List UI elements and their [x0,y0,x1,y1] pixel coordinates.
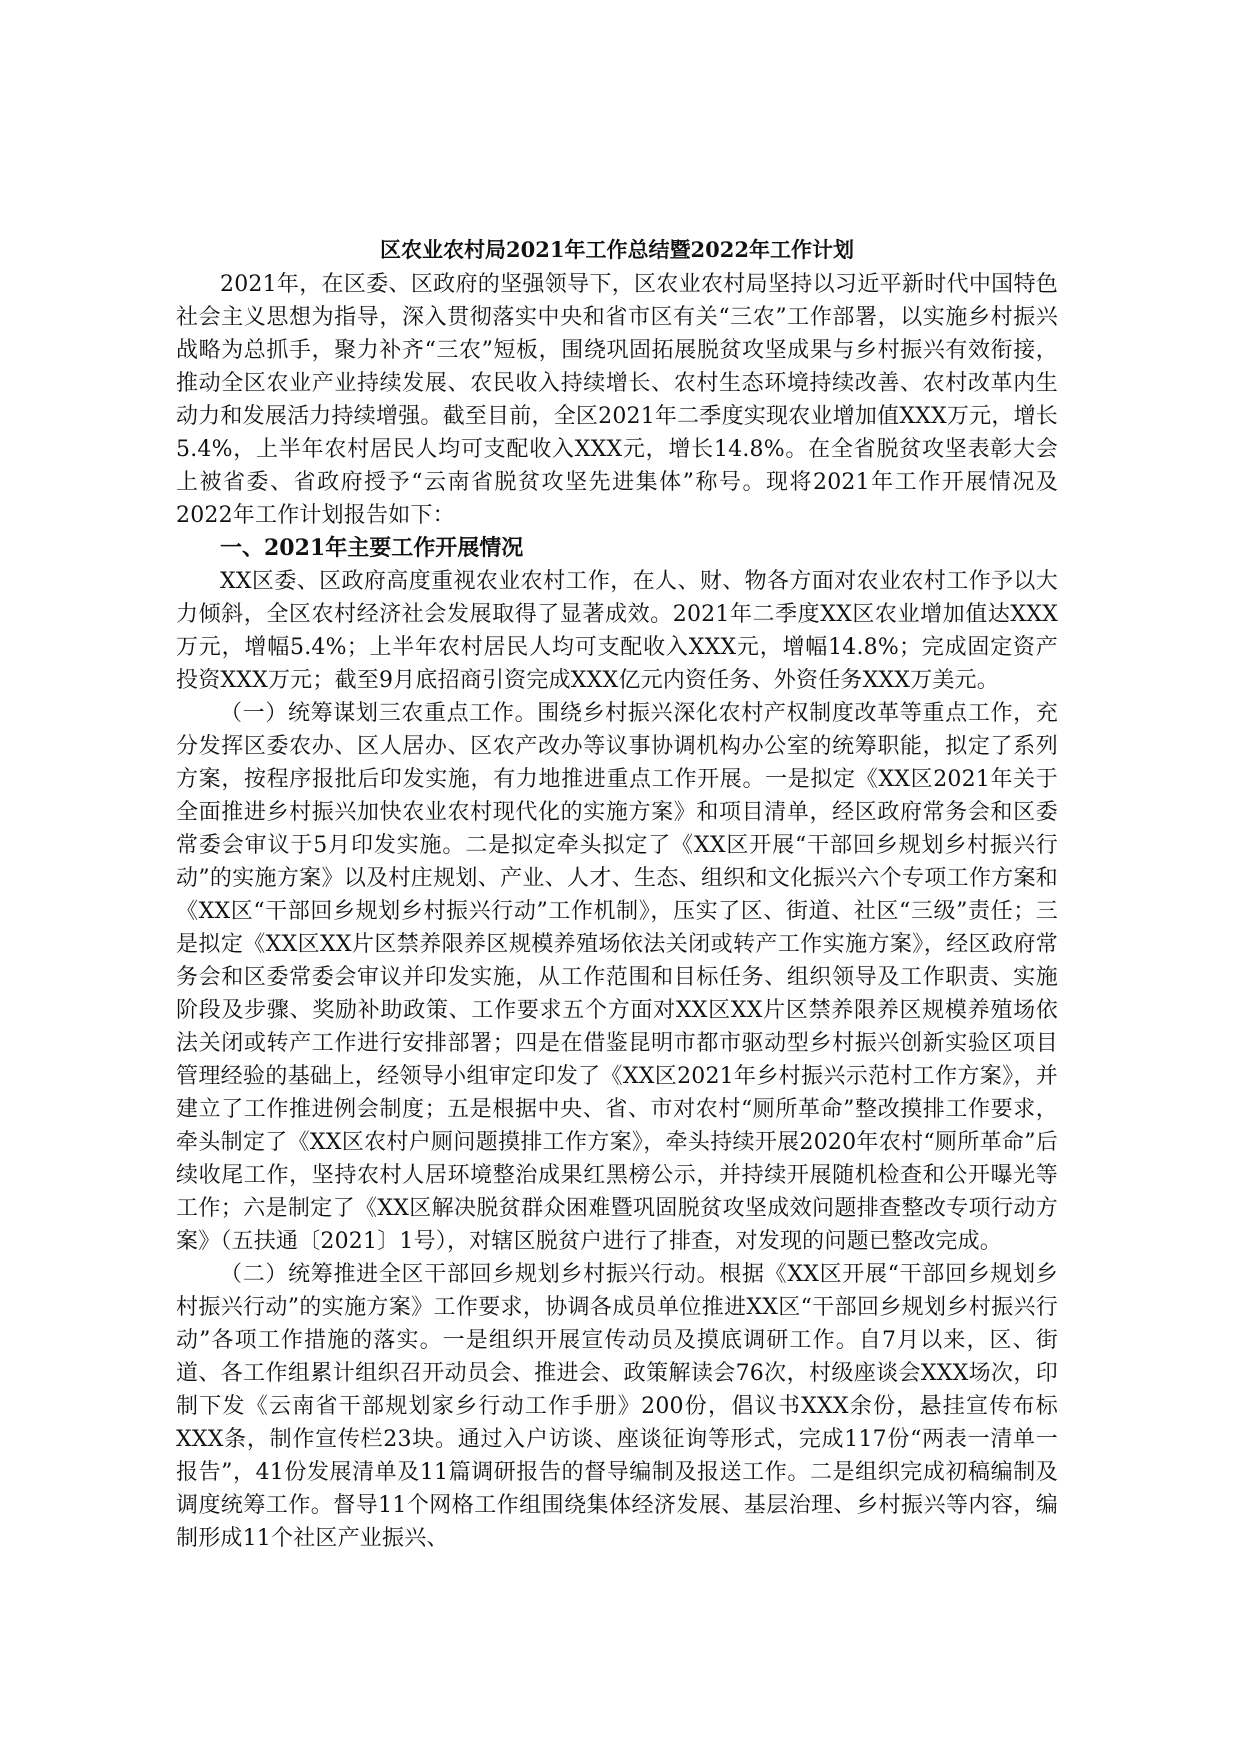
document-title: 区农业农村局2021年工作总结暨2022年工作计划 [380,237,854,262]
section-intro-paragraph: XX区委、区政府高度重视农业农村工作，在人、财、物各方面对农业农村工作予以大力倾斜，全区农村经济社会发展取得了显著成效。2021年二季度XX区农业增加值达XXX万元，增幅5.4%；上半年农村居民人均可支配收入XXX元，增幅14.8%；完成固定资产投资XXX万元；截至9月底招商引资完成XXX亿元内资任务、外资任务XXX万美元。 [176,569,1058,693]
intro-paragraph: 2021年，在区委、区政府的坚强领导下，区农业农村局坚持以习近平新时代中国特色社会主义思想为指导，深入贯彻落实中央和省市区有关“三农”工作部署，以实施乡村振兴战略为总抓手，聚力补齐“三农”短板，围绕巩固拓展脱贫攻坚成果与乡村振兴有效衔接，推动全区农业产业持续发展、农民收入持续增长、农村生态环境持续改善、农村改革内生动力和发展活力持续增强。截至目前，全区2021年二季度实现农业增加值XXX万元，增长5.4%，上半年农村居民人均可支配收入XXX元，增长14.8%。在全省脱贫攻坚表彰大会上被省委、省政府授予“云南省脱贫攻坚先进集体”称号。现将2021年工作开展情况及2022年工作计划报告如下： [176,272,1058,528]
item-1-paragraph: （一）统筹谋划三农重点工作。围绕乡村振兴深化农村产权制度改革等重点工作，充分发挥区委农办、区人居办、区农产改办等议事协调机构办公室的统筹职能，拟定了系列方案，按程序报批后印发实施，有力地推进重点工作开展。一是拟定《XX区2021年关于全面推进乡村振兴加快农业农村现代化的实施方案》和项目清单，经区政府常务会和区委常委会审议于5月印发实施。二是拟定牵头拟定了《XX区开展“干部回乡规划乡村振兴行动”的实施方案》以及村庄规划、产业、人才、生态、组织和文化振兴六个专项工作方案和《XX区“干部回乡规划乡村振兴行动”工作机制》，压实了区、街道、社区“三级”责任；三是拟定《XX区XX片区禁养限养区规模养殖场依法关闭或转产工作实施方案》，经区政府常务会和区委常委会审议并印发实施，从工作范围和目标任务、组织领导及工作职责、实施阶段及步骤、奖励补助政策、工作要求五个方面对XX区XX片区禁养限养区规模养殖场依法关闭或转产工作进行安排部署；四是在借鉴昆明市都市驱动型乡村振兴创新实验区项目管理经验的基础上，经领导小组审定印发了《XX区2021年乡村振兴示范村工作方案》，并建立了工作推进例会制度；五是根据中央、省、市对农村“厕所革命”整改摸排工作要求，牵头制定了《XX区农村户厕问题摸排工作方案》，牵头持续开展2020年农村“厕所革命”后续收尾工作，坚持农村人居环境整治成果红黑榜公示，并持续开展随机检查和公开曝光等工作；六是制定了《XX区解决脱贫群众困难暨巩固脱贫攻坚成效问题排查整改专项行动方案》（五扶通〔2021〕1号），对辖区脱贫户进行了排查，对发现的问题已整改完成。 [176,701,1058,1254]
section-heading: 一、2021年主要工作开展情况 [220,535,524,561]
item-2-paragraph: （二）统筹推进全区干部回乡规划乡村振兴行动。根据《XX区开展“干部回乡规划乡村振兴行动”的实施方案》工作要求，协调各成员单位推进XX区“干部回乡规划乡村振兴行动”各项工作措施的落实。一是组织开展宣传动员及摸底调研工作。自7月以来，区、街道、各工作组累计组织召开动员会、推进会、政策解读会76次，村级座谈会XXX场次，印制下发《云南省干部规划家乡行动工作手册》200份，倡议书XXX余份，悬挂宣传布标XXX条，制作宣传栏23块。通过入户访谈、座谈征询等形式，完成117份“两表一清单一报告”，41份发展清单及11篇调研报告的督导编制及报送工作。二是组织完成初稿编制及调度统筹工作。督导11个网格工作组围绕集体经济发展、基层治理、乡村振兴等内容，编制形成11个社区产业振兴、 [176,1262,1058,1551]
